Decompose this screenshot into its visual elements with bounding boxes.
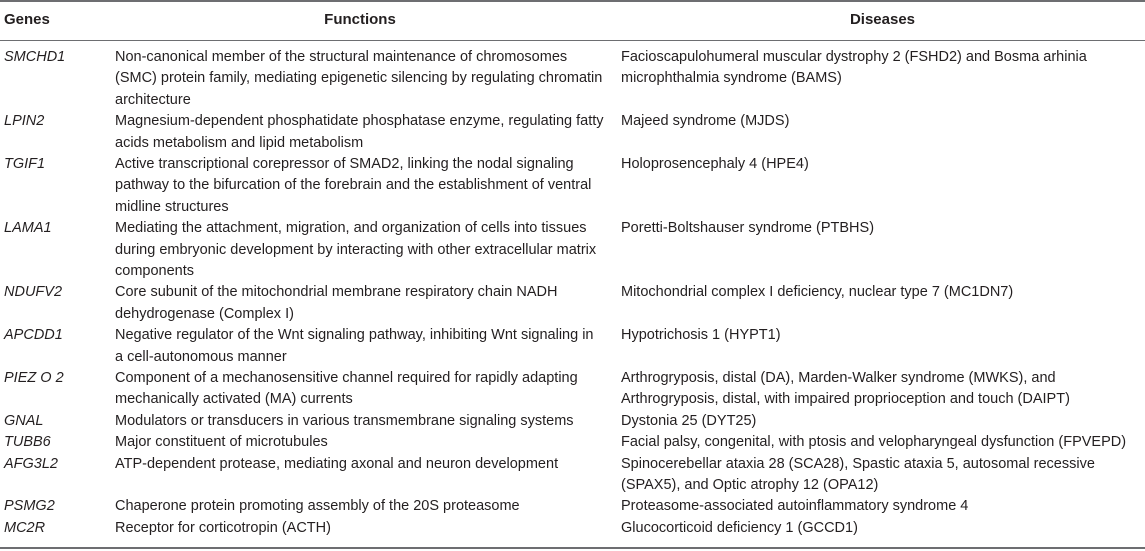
function-cell: Mediating the attachment, migration, and organization of cells into tissues during embryonic development by interacting with other extracellular matrix components [115, 220, 597, 279]
function-cell: Chaperone protein promoting assembly of the 20S proteasome [115, 498, 520, 515]
header-functions: Functions [324, 11, 396, 28]
gene-cell: APCDD1 [4, 327, 63, 344]
function-cell: Active transcriptional corepressor of SMAD2, linking the nodal signaling pathway to the bifurcation of the forebrain and the establishment of ventral midline structures [115, 155, 592, 215]
table-row [0, 325, 1145, 368]
gene-cell: PIEZ O 2 [4, 369, 64, 386]
disease-cell: Holoprosencephaly 4 (HPE4) [621, 155, 809, 172]
table-row [0, 518, 1145, 539]
function-cell: Negative regulator of the Wnt signaling pathway, inhibiting Wnt signaling in a cell-autonomous manner [115, 327, 594, 365]
table-row [0, 432, 1145, 453]
function-cell: Receptor for corticotropin (ACTH) [115, 519, 331, 536]
function-cell: Component of a mechanosensitive channel required for rapidly adapting mechanically activated (MA) currents [115, 369, 578, 408]
table-row [0, 368, 1145, 411]
table-row [0, 454, 1145, 497]
gene-cell: GNAL [4, 412, 44, 429]
disease-cell: Dystonia 25 (DYT25) [621, 412, 757, 429]
disease-cell: Glucocorticoid deficiency 1 (GCCD1) [621, 519, 858, 536]
disease-cell: Arthrogryposis, distal (DA), Marden-Walker syndrome (MWKS), and Arthrogryposis, distal, with impaired proprioception and touch (DAIPT) [621, 369, 1070, 408]
gene-cell: TUBB6 [4, 434, 51, 451]
gene-cell: AFG3L2 [4, 455, 58, 472]
gene-cell: LPIN2 [4, 113, 45, 130]
function-cell: Major constituent of microtubules [115, 434, 328, 451]
table-row [0, 111, 1145, 154]
gene-cell: LAMA1 [4, 220, 52, 237]
gene-cell: NDUFV2 [4, 284, 63, 301]
disease-cell: Majeed syndrome (MJDS) [621, 113, 790, 130]
function-cell: Non-canonical member of the structural maintenance of chromosomes (SMC) protein family, mediating epigenetic silencing by regulating chromatin architecture [115, 49, 603, 108]
table-row [0, 282, 1145, 325]
disease-cell: Poretti-Boltshauser syndrome (PTBHS) [621, 220, 875, 237]
table-row [0, 496, 1145, 517]
table-body [0, 47, 1145, 539]
disease-cell: Proteasome-associated autoinflammatory syndrome 4 [621, 498, 969, 515]
table-row [0, 218, 1145, 282]
function-cell: Core subunit of the mitochondrial membrane respiratory chain NADH dehydrogenase (Complex I) [115, 284, 558, 322]
header-diseases: Diseases [849, 11, 916, 28]
gene-cell: SMCHD1 [4, 49, 66, 65]
disease-cell: Hypotrichosis 1 (HYPT1) [621, 327, 781, 344]
function-cell: Magnesium-dependent phosphatidate phosphatase enzyme, regulating fatty acids metabolism and lipid metabolism [115, 113, 604, 151]
table-header-rule [0, 40, 1145, 41]
disease-cell: Mitochondrial complex I deficiency, nuclear type 7 (MC1DN7) [621, 284, 1014, 301]
table-row [0, 154, 1145, 218]
function-cell: ATP-dependent protease, mediating axonal and neuron development [115, 455, 559, 472]
disease-cell: Facioscapulohumeral muscular dystrophy 2 (FSHD2) and Bosma arhinia microphthalmia syndrome (BAMS) [621, 49, 1087, 87]
disease-cell: Spinocerebellar ataxia 28 (SCA28), Spastic ataxia 5, autosomal recessive (SPAX5), and Optic atrophy 12 (OPA12) [621, 455, 1095, 493]
gene-cell: PSMG2 [4, 498, 55, 515]
gene-cell: MC2R [4, 519, 46, 536]
table-row [0, 411, 1145, 432]
disease-cell: Facial palsy, congenital, with ptosis and velopharyngeal dysfunction (FPVEPD) [621, 434, 1127, 451]
function-cell: Modulators or transducers in various transmembrane signaling systems [115, 412, 574, 429]
table-bottom-rule [0, 547, 1145, 549]
table-row [0, 47, 1145, 111]
header-genes: Genes [4, 11, 50, 28]
gene-cell: TGIF1 [4, 155, 46, 172]
